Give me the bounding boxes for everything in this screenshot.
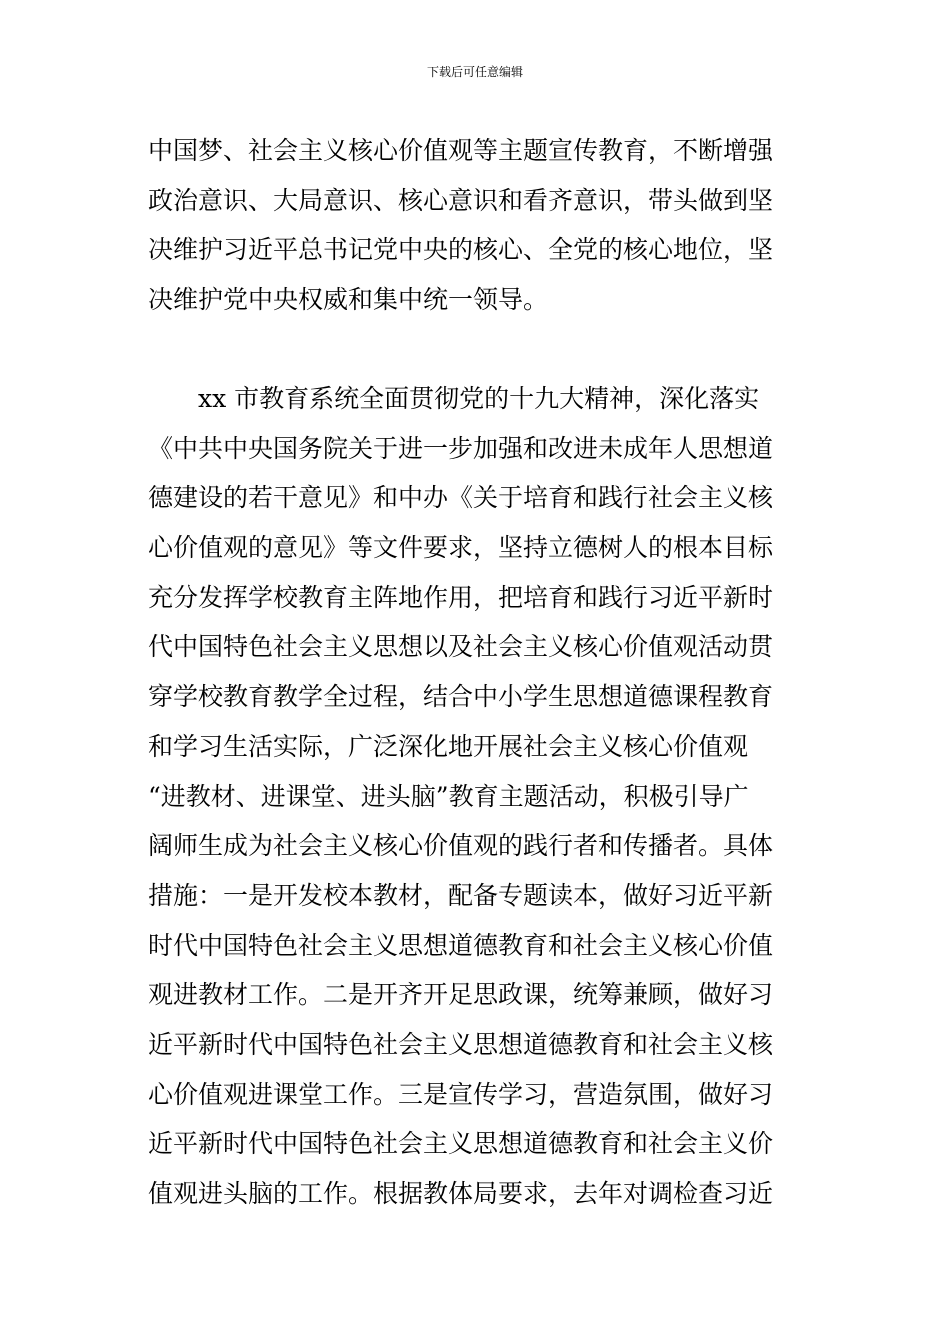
paragraph-line: 《中共中央国务院关于进一步加强和改进未成年人思想道 xyxy=(148,433,774,463)
paragraph-line: 穿学校教育教学全过程，结合中小学生思想道德课程教育 xyxy=(148,682,774,712)
paragraph-line: 充分发挥学校教育主阵地作用，把培育和践行习近平新时 xyxy=(148,582,774,612)
page-header-note: 下载后可任意编辑 xyxy=(426,65,523,79)
paragraph-line: 心价值观的意见》等文件要求，坚持立德树人的根本目标 xyxy=(148,533,774,563)
paragraph-1 xyxy=(148,126,808,325)
paragraph-line: 代中国特色社会主义思想以及社会主义核心价值观活动贯 xyxy=(148,632,774,662)
paragraph-line: “进教材、进课堂、进头脑”教育主题活动，积极引导广 xyxy=(148,781,749,811)
paragraph-line: 时代中国特色社会主义思想道德教育和社会主义核心价值 xyxy=(148,930,774,960)
paragraph-line: 措施：一是开发校本教材，配备专题读本，做好习近平新 xyxy=(148,880,774,910)
paragraph-line: 近平新时代中国特色社会主义思想道德教育和社会主义价 xyxy=(148,1129,774,1159)
paragraph-line: 决维护习近平总书记党中央的核心、全党的核心地位，坚 xyxy=(148,235,774,265)
paragraph-line: 阔师生成为社会主义核心价值观的践行者和传播者。具体 xyxy=(148,831,774,861)
paragraph-line: xx 市教育系统全面贯彻党的十九大精神，深化落实 xyxy=(148,384,760,413)
paragraph-line: 政治意识、大局意识、核心意识和看齐意识，带头做到坚 xyxy=(148,185,774,215)
paragraph-2 xyxy=(148,374,808,1219)
paragraph-line: 心价值观进课堂工作。三是宣传学习，营造氛围，做好习 xyxy=(148,1079,774,1109)
paragraph-line: 值观进头脑的工作。根据教体局要求，去年对调检查习近 xyxy=(148,1179,774,1208)
paragraph-line: 决维护党中央权威和集中统一领导。 xyxy=(148,285,549,315)
paragraph-line: 德建设的若干意见》和中办《关于培育和践行社会主义核 xyxy=(148,483,774,513)
paragraph-line: 和学习生活实际，广泛深化地开展社会主义核心价值观 xyxy=(148,731,749,761)
paragraph-line: 观进教材工作。二是开齐开足思政课，统筹兼顾，做好习 xyxy=(148,980,774,1010)
paragraph-line: 中国梦、社会主义核心价值观等主题宣传教育，不断增强 xyxy=(148,136,774,165)
paragraph-line: 近平新时代中国特色社会主义思想道德教育和社会主义核 xyxy=(148,1029,774,1059)
